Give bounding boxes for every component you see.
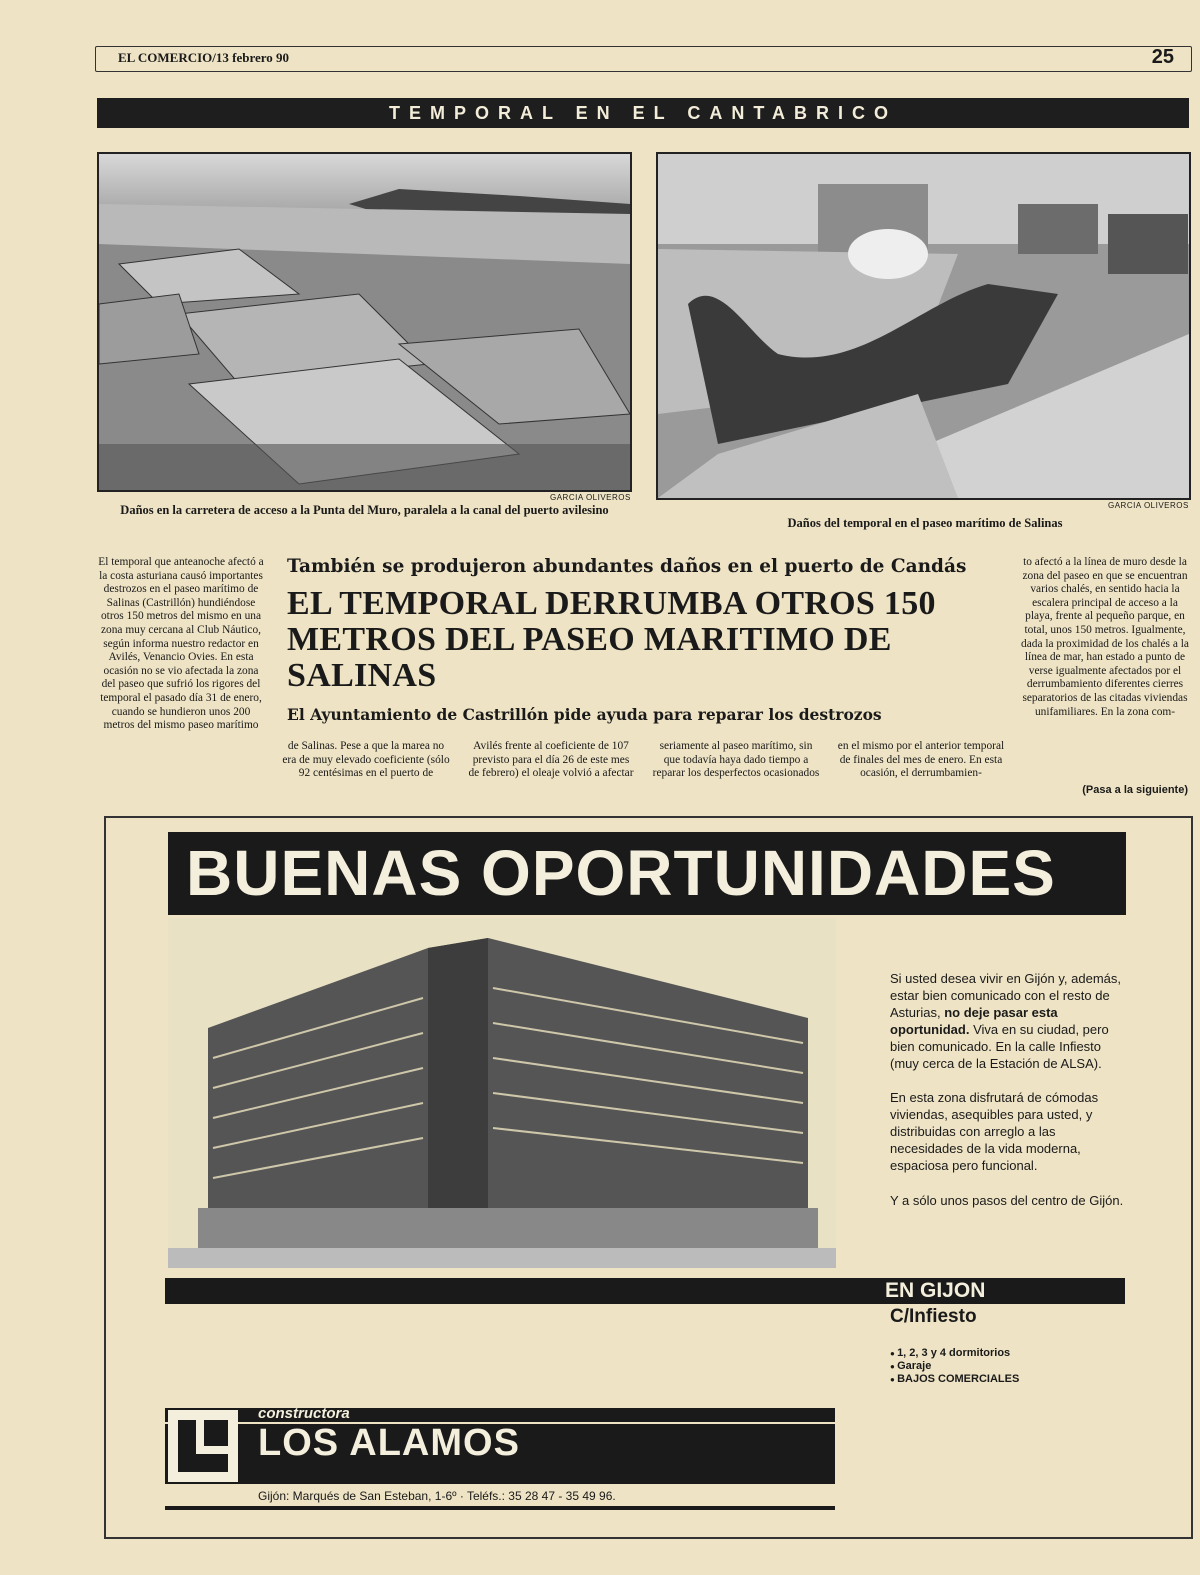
article-column: to afectó a la línea de muro desde la zona del paseo en que se encuentran varios chalés, en sentido hacia la escalera principal de acceso a la playa, frente al pequeño parque, en total, unos 150 metros. Igualmente, dada la proximidad de los chalés a la línea de mar, han estado a punto de verse igualmente afectados por el derrumbamiento diferentes cierres separatorios de las citadas viviendas unifamiliares. En la zona com- [1021,556,1189,718]
ad-title: BUENAS OPORTUNIDADES [168,832,1126,915]
article-subheadline: El Ayuntamiento de Castrillón pide ayuda para reparar los destrozos [287,705,882,724]
article-column: El temporal que anteanoche afectó a la costa asturiana causó importantes destrozos en el paseo marítimo de Salinas (Castrillón) hundiéndose otros 150 metros del mismo en una zona muy cercana al Club Náutico, según informa nuestro redactor en Avilés, Venancio Ovies. En esta ocasión no se vio afectada la zona del paseo que sufrió los rigores del temporal el pasado día 31 de enero, cuando se hundieron unos 200 metros del mismo paseo marítimo [98,556,264,732]
photo-paseo-salinas [656,152,1191,500]
photo-caption: Daños del temporal en el paseo marítimo de Salinas [787,516,1063,530]
section-title: TEMPORAL EN EL CANTABRICO [97,98,1189,128]
photo-credit: GARCIA OLIVEROS [1108,501,1189,510]
ad-paragraph: En esta zona disfrutará de cómodas viviendas, asequibles para usted, y distribuidas con arreglo a las necesidades de la vida moderna, espaciosa pero funcional. [890,1090,1099,1173]
photo-punta-del-muro [97,152,632,492]
article-column: de Salinas. Pese a que la marea no era de muy elevado coeficiente (sólo 92 centésimas en el puerto de [282,740,450,780]
article-column: seriamente al paseo marítimo, sin que todavía haya dado tiempo a reparar los desperfectos ocasionados [652,740,820,780]
newspaper-name: EL COMERCIO/13 febrero 90 [118,50,290,65]
article-column: en el mismo por el anterior temporal de finales del mes de enero. En esta ocasión, el derrumbamien- [837,740,1005,780]
ad-paragraph-emphasis: no deje pasar esta oportunidad. [890,1005,1058,1037]
company-name: LOS ALAMOS [258,1422,520,1464]
ad-paragraph-text: Si usted desea vivir en Gijón y, además, estar bien comunicado con el resto de Asturias, [890,971,1121,1020]
feature-item: ● 1, 2, 3 y 4 dormitorios [890,1347,1019,1360]
article-kicker: También se produjeron abundantes daños en el puerto de Candás [287,556,967,577]
company-tagline: constructora [258,1405,350,1422]
continued-note: (Pasa a la siguiente) [1082,784,1188,796]
ad-paragraph [890,970,1125,1072]
company-logo-icon [168,1410,238,1482]
article-column: Avilés frente al coeficiente de 107 previsto para el día 26 de este mes de febrero) el oleaje volvió a afectar [468,740,634,780]
page-number: 25 [1151,46,1174,68]
building-illustration [168,918,836,1268]
photo-caption: Daños en la carretera de acceso a la Punta del Muro, paralela a la canal del puerto avilesino [120,503,609,517]
photo-credit: GARCIA OLIVEROS [550,493,631,502]
ad-paragraph-text: Viva en su ciudad, pero bien comunicado. En la calle Infiesto (muy cerca de la Estación de ALSA). [890,1022,1109,1071]
ad-street: C/Infiesto [890,1306,977,1327]
company-address: Gijón: Marqués de San Esteban, 1-6º · Teléfs.: 35 28 47 - 35 49 96. [258,1489,616,1503]
feature-list [890,1347,1019,1386]
feature-item: ● BAJOS COMERCIALES [890,1373,1019,1386]
article-headline: EL TEMPORAL DERRUMBA OTROS 150 METROS DEL PASEO MARITIMO DE SALINAS [287,585,936,694]
footer-rule [165,1506,835,1510]
feature-item: ● Garaje [890,1360,1019,1373]
ad-paragraph: Y a sólo unos pasos del centro de Gijón. [890,1193,1124,1208]
ad-location: EN GIJON [885,1279,986,1302]
